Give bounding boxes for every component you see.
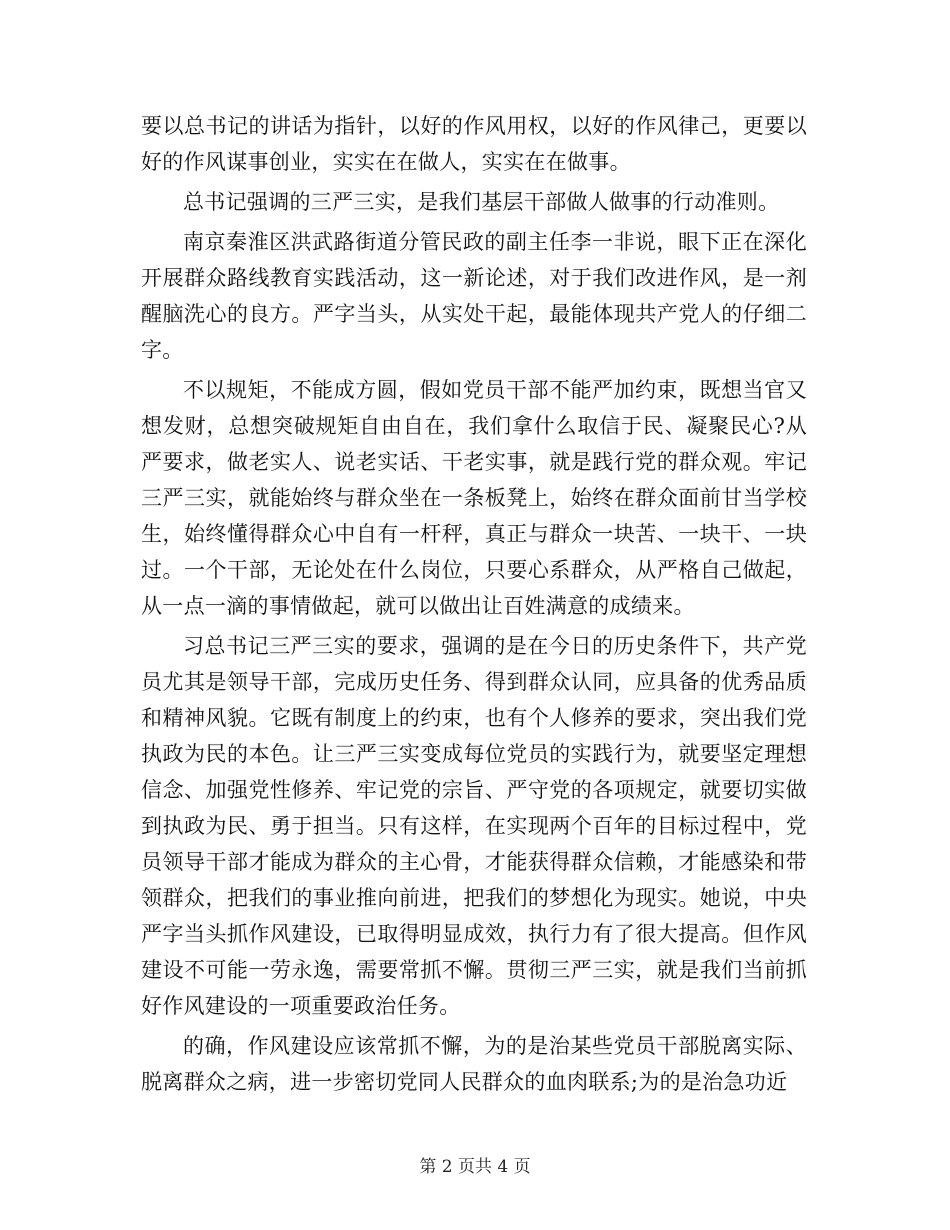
paragraph-2: 总书记强调的三严三实，是我们基层干部做人做事的行动准则。 [183, 190, 780, 214]
paragraph-3: 南京秦淮区洪武路街道分管民政的副主任李一非说，眼下正在深化开展群众路线教育实践活动，这一新论述，对于我们改进作风，是一剂醒脑洗心的良方。严字当头，从实处干起，最能体现共产党人的仔细二字。 [141, 230, 807, 362]
page-footer: 第 2 页共 4 页 [419, 1157, 531, 1177]
paragraph-4: 不以规矩，不能成方圆，假如党员干部不能严加约束，既想当官又想发财，总想突破规矩自由自在，我们拿什么取信于民、凝聚民心?从严要求，做老实人、说老实话、干老实事，就是践行党的群众观。牢记三严三实，就能始终与群众坐在一条板凳上，始终在群众面前甘当学校生，始终懂得群众心中自有一杆秤，真正与群众一块苦、一块干、一块过。一个干部，无论处在什么岗位，只要心系群众，从严格自己做起，从一点一滴的事情做起，就可以做出让百姓满意的成绩来。 [141, 378, 807, 618]
paragraph-5: 习总书记三严三实的要求，强调的是在今日的历史条件下，共产党员尤其是领导干部，完成历史任务、得到群众认同，应具备的优秀品质和精神风貌。它既有制度上的约束，也有个人修养的要求，突出我们党执政为民的本色。让三严三实变成每位党员的实践行为，就要坚定理想信念、加强党性修养、牢记党的宗旨、严守党的各项规定，就要切实做到执政为民、勇于担当。只有这样，在实现两个百年的目标过程中，党员领导干部才能成为群众的主心骨，才能获得群众信赖，才能感染和带领群众，把我们的事业推向前进，把我们的梦想化为现实。她说，中央严字当头抓作风建设，已取得明显成效，执行力有了很大提高。但作风建设不可能一劳永逸，需要常抓不懈。贯彻三严三实，就是我们当前抓好作风建设的一项重要政治任务。 [141, 634, 807, 1018]
paragraph-1: 要以总书记的讲话为指针，以好的作风用权，以好的作风律己，更要以好的作风谋事创业，实实在在做人，实实在在做事。 [141, 114, 807, 174]
document-body [141, 108, 807, 1104]
paragraph-6: 的确，作风建设应该常抓不懈，为的是治某些党员干部脱离实际、脱离群众之病，进一步密切党同人民群众的血肉联系;为的是治急功近 [141, 1034, 807, 1094]
